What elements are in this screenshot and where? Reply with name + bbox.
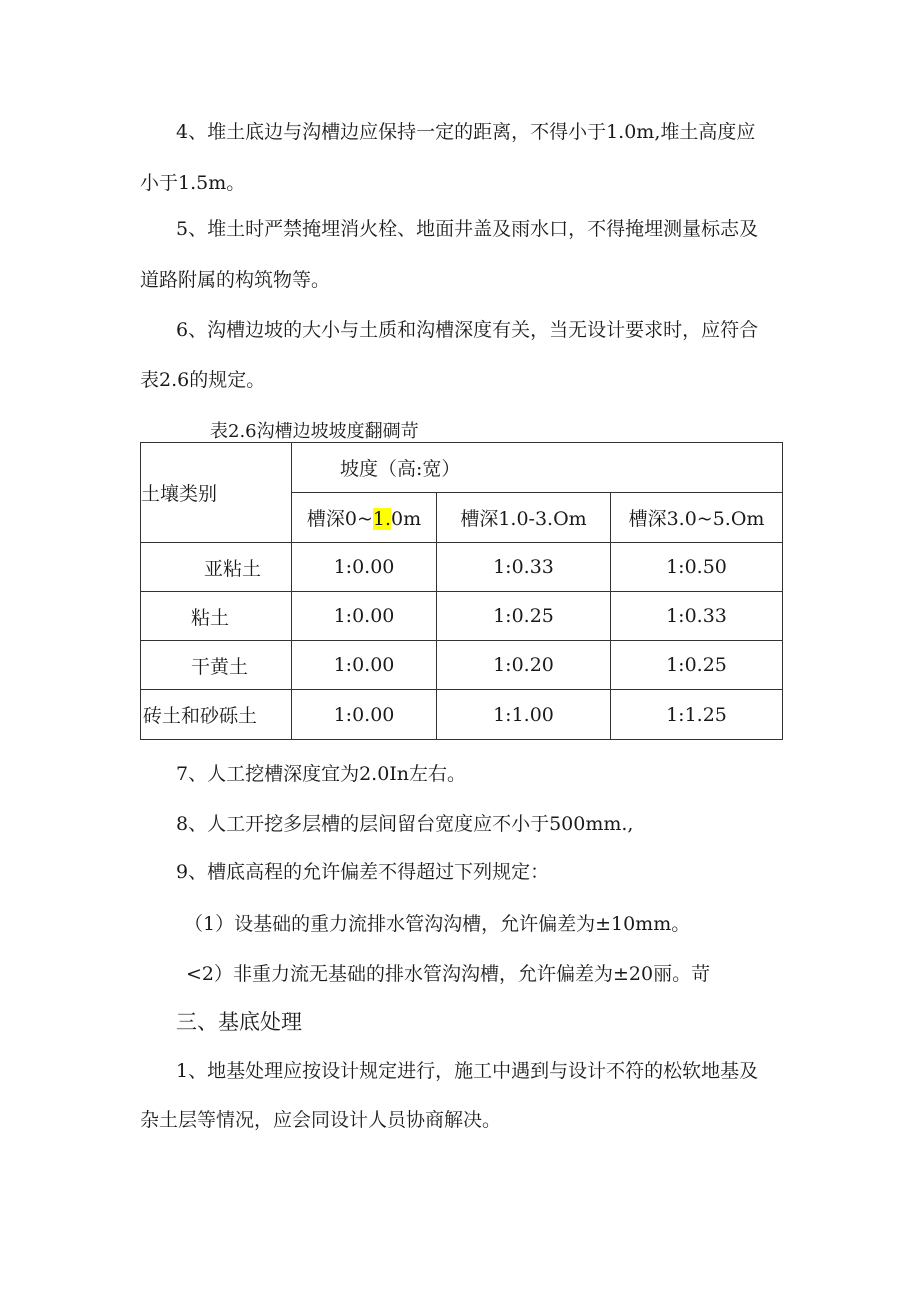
value-cell: 1:0.25 [437, 592, 611, 641]
soil-cell: 亚粘土 [141, 543, 292, 592]
value-cell: 1:0.33 [611, 592, 783, 641]
paragraph-7: 7、人工挖槽深度宜为2.0In左右。 [176, 763, 467, 785]
section-3-paragraph-1-line-2: 杂土层等情况，应会同设计人员协商解决。 [140, 1109, 502, 1131]
section-3-heading: 三、基底处理 [176, 1010, 302, 1034]
value-cell: 1:1.25 [611, 690, 783, 740]
paragraph-5-line-2: 道路附属的构筑物等。 [140, 269, 331, 291]
section-3-paragraph-1-line-1: 1、地基处理应按设计规定进行，施工中遇到与设计不符的松软地基及 [176, 1060, 759, 1082]
value-cell: 1:0.33 [437, 543, 611, 592]
header-slope-group: 坡度（高:宽） [292, 443, 783, 493]
value-cell: 1:1.00 [437, 690, 611, 740]
paragraph-6-line-1: 6、沟槽边坡的大小与土质和沟槽深度有关，当无设计要求时，应符合 [176, 319, 759, 341]
table-row [141, 543, 783, 592]
header-depth-1-3: 槽深1.0-3.Om [437, 493, 611, 543]
header-depth-0-1-pre: 槽深0~ [306, 508, 373, 530]
paragraph-9: 9、槽底高程的允许偏差不得超过下列规定： [176, 861, 550, 883]
paragraph-8: 8、人工开挖多层槽的层间留台宽度应不小于500mm., [176, 813, 634, 835]
sub-item-2: <2）非重力流无基础的排水管沟沟槽，允许偏差为±20丽。苛 [186, 963, 711, 985]
header-depth-0-1-post: 0m [391, 508, 422, 530]
soil-cell: 干黄土 [141, 641, 292, 690]
table-row [141, 641, 783, 690]
soil-cell: 砖土和砂砾土 [141, 690, 292, 740]
paragraph-4-line-1: 4、堆土底边与沟槽边应保持一定的距离，不得小于1.0m,堆土高度应 [176, 121, 756, 143]
value-cell: 1:0.00 [292, 690, 437, 740]
value-cell: 1:0.00 [292, 641, 437, 690]
table-row [141, 690, 783, 740]
header-depth-0-1 [292, 493, 437, 543]
paragraph-5-line-1: 5、堆土时严禁掩埋消火栓、地面井盖及雨水口，不得掩埋测量标志及 [176, 218, 759, 240]
header-depth-0-1-highlight: 1. [372, 508, 392, 530]
sub-item-1: （1）设基础的重力流排水管沟沟槽，允许偏差为±10mm。 [184, 913, 691, 935]
paragraph-6-line-2: 表2.6的规定。 [140, 369, 266, 391]
value-cell: 1:0.20 [437, 641, 611, 690]
value-cell: 1:0.00 [292, 592, 437, 641]
value-cell: 1:0.00 [292, 543, 437, 592]
value-cell: 1:0.25 [611, 641, 783, 690]
slope-table [140, 442, 783, 740]
table-caption: 表2.6沟槽边坡坡度翻碉苛 [210, 421, 419, 442]
paragraph-4-line-2: 小于1.5m。 [140, 172, 246, 194]
header-soil-type: 土壤类别 [141, 443, 292, 543]
header-depth-3-5: 槽深3.0~5.Om [611, 493, 783, 543]
value-cell: 1:0.50 [611, 543, 783, 592]
soil-cell: 粘土 [141, 592, 292, 641]
table-row [141, 592, 783, 641]
